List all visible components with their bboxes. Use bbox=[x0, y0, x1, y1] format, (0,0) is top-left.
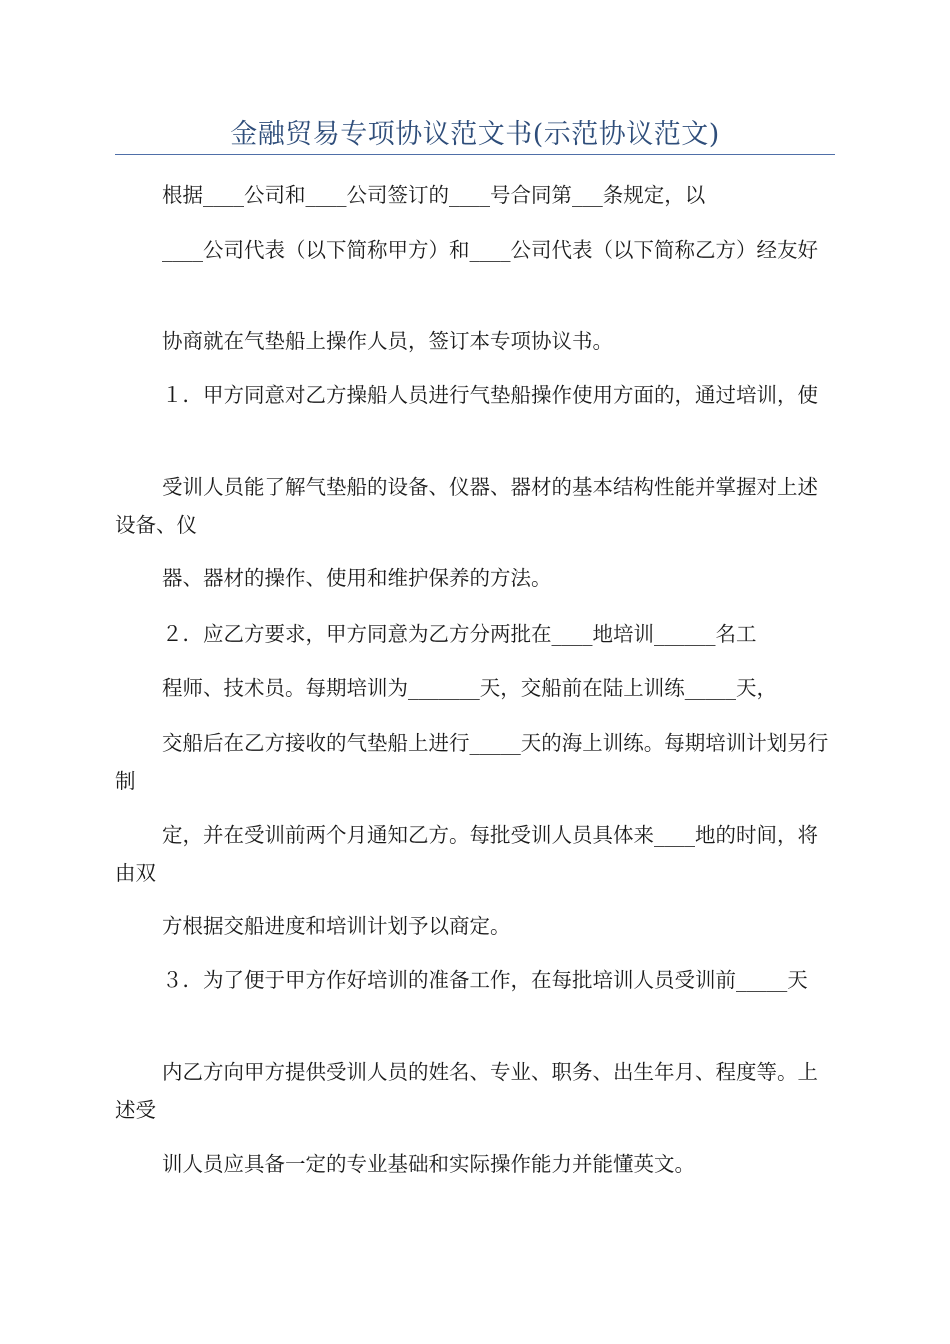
title-underline bbox=[115, 154, 835, 155]
paragraph-2: ____公司代表（以下简称甲方）和____公司代表（以下简称乙方）经友好 bbox=[162, 238, 818, 262]
paragraph-6: 器、器材的操作、使用和维护保养的方法。 bbox=[162, 566, 552, 590]
paragraph-10: 定，并在受训前两个月通知乙方。每批受训人员具体来____地的时间，将由双 bbox=[115, 823, 818, 885]
paragraph-13: 内乙方向甲方提供受训人员的姓名、专业、职务、出生年月、程度等。上述受 bbox=[115, 1060, 818, 1122]
paragraph-11: 方根据交船进度和培训计划予以商定。 bbox=[162, 914, 511, 938]
paragraph-7: ２．应乙方要求，甲方同意为乙方分两批在____地培训______名工 bbox=[162, 622, 757, 646]
paragraph-5: 受训人员能了解气垫船的设备、仪器、器材的基本结构性能并掌握对上述设备、仪 bbox=[115, 475, 818, 537]
paragraph-8: 程师、技术员。每期培训为_______天，交船前在陆上训练_____天， bbox=[162, 676, 777, 700]
document-title: 金融贸易专项协议范文书(示范协议范文) bbox=[230, 119, 720, 150]
paragraph-9: 交船后在乙方接收的气垫船上进行_____天的海上训练。每期培训计划另行制 bbox=[115, 731, 829, 793]
paragraph-14: 训人员应具备一定的专业基础和实际操作能力并能懂英文。 bbox=[162, 1152, 695, 1176]
paragraph-3: 协商就在气垫船上操作人员，签订本专项协议书。 bbox=[162, 329, 613, 353]
paragraph-4: １．甲方同意对乙方操船人员进行气垫船操作使用方面的，通过培训，使 bbox=[162, 383, 818, 407]
paragraph-1: 根据____公司和____公司签订的____号合同第___条规定，以 bbox=[162, 183, 706, 207]
paragraph-12: ３．为了便于甲方作好培训的准备工作，在每批培训人员受训前_____天 bbox=[162, 968, 808, 992]
